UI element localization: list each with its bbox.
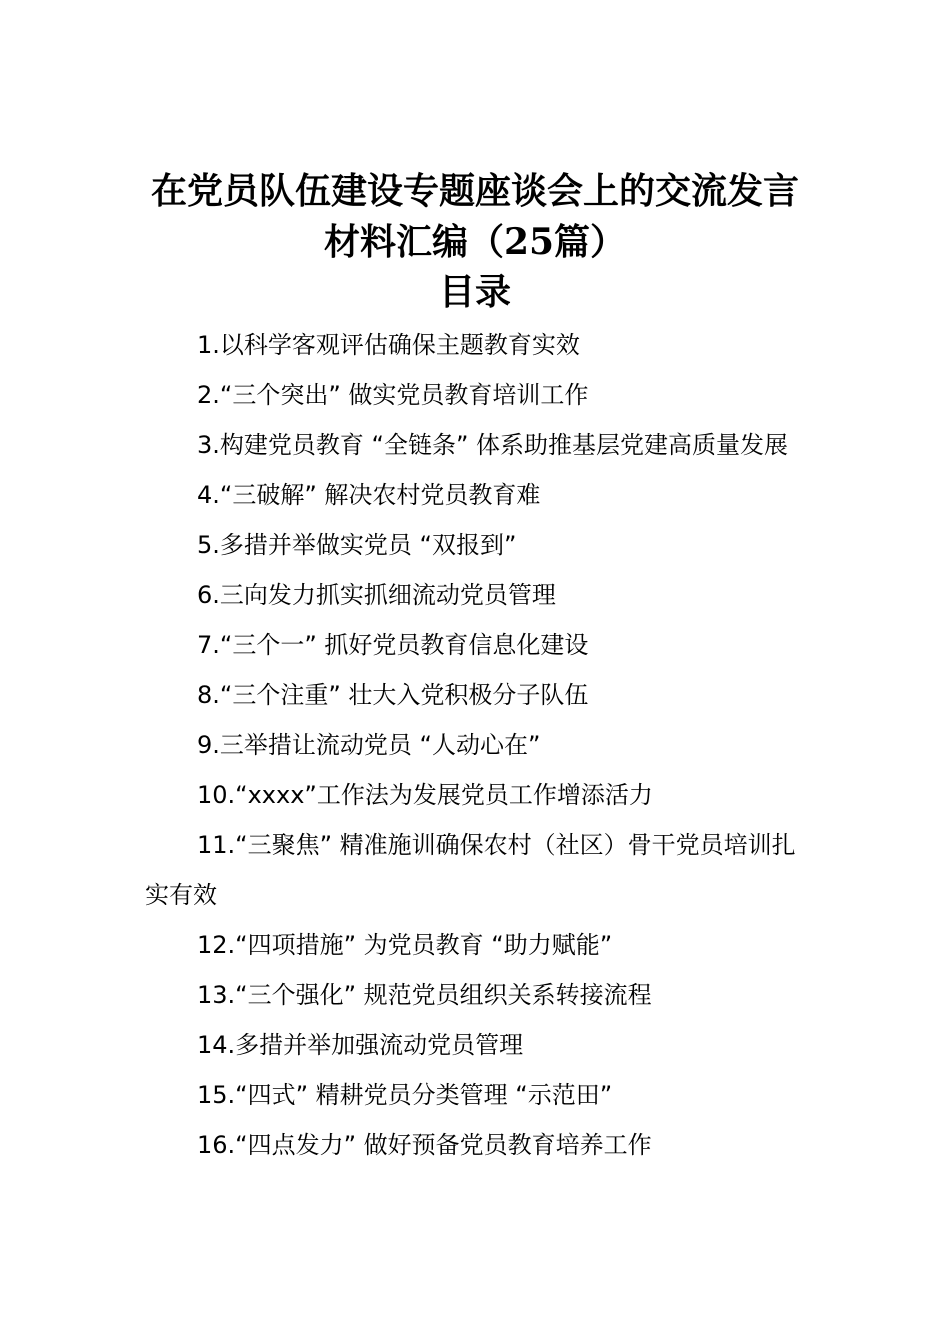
toc-item: 14.多措并举加强流动党员管理: [197, 1031, 524, 1059]
table-of-contents: [145, 320, 810, 1170]
toc-item: 1.以科学客观评估确保主题教育实效: [197, 331, 580, 359]
toc-item: 4.“三破解” 解决农村党员教育难: [197, 481, 541, 509]
title-line-1: 在党员队伍建设专题座谈会上的交流发言: [150, 170, 799, 212]
toc-item: 12.“四项措施” 为党员教育 “助力赋能”: [197, 931, 613, 959]
toc-item: 11.“三聚焦” 精准施训确保农村（社区）骨干党员培训扎实有效: [145, 831, 796, 909]
document-title: [0, 166, 950, 268]
toc-item: 13.“三个强化” 规范党员组织关系转接流程: [197, 981, 652, 1009]
title-line-2: 材料汇编（25篇）: [323, 221, 627, 263]
toc-item: 2.“三个突出” 做实党员教育培训工作: [197, 381, 589, 409]
toc-heading: 目录: [438, 271, 511, 313]
toc-item: 8.“三个注重” 壮大入党积极分子队伍: [197, 681, 589, 709]
toc-item: 9.三举措让流动党员 “人动心在”: [197, 731, 541, 759]
toc-item: 16.“四点发力” 做好预备党员教育培养工作: [197, 1131, 652, 1159]
toc-item: 7.“三个一” 抓好党员教育信息化建设: [197, 631, 589, 659]
toc-item: 6.三向发力抓实抓细流动党员管理: [197, 581, 556, 609]
toc-item: 10.“xxxx”工作法为发展党员工作增添活力: [197, 781, 653, 809]
toc-item: 15.“四式” 精耕党员分类管理 “示范田”: [197, 1081, 613, 1109]
toc-item: 5.多措并举做实党员 “双报到”: [197, 531, 517, 559]
toc-item: 3.构建党员教育 “全链条” 体系助推基层党建高质量发展: [197, 431, 789, 459]
